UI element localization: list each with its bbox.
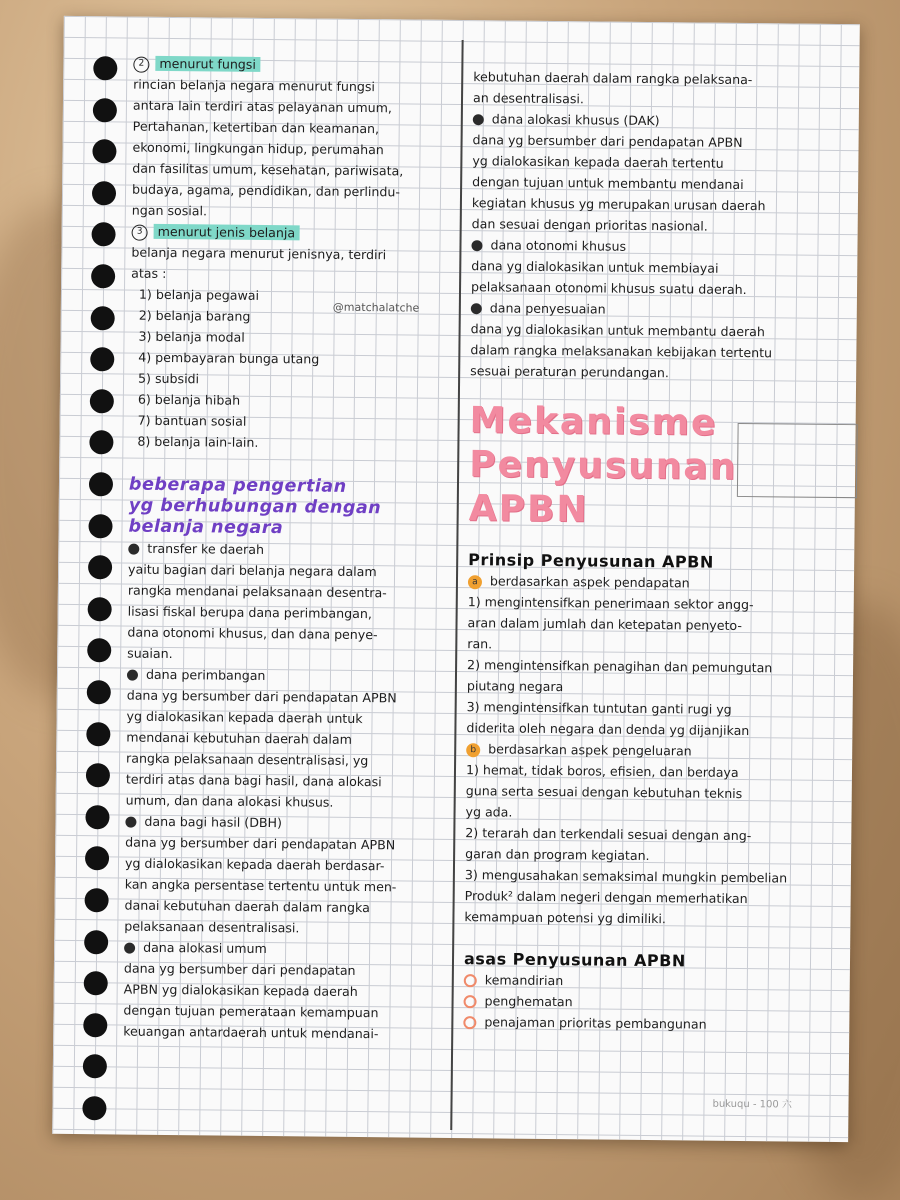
- right-column: [463, 66, 853, 1036]
- list-item: 4) pembayaran bunga utang: [138, 349, 320, 367]
- sub-heading: dana alokasi umum: [124, 937, 444, 961]
- text-line: yg dialokasikan kepada daerah untuk: [126, 708, 363, 727]
- binder-hole: [86, 722, 110, 746]
- list-item: 3) belanja modal: [138, 328, 245, 345]
- watermark: @matchalatche: [332, 300, 420, 315]
- text-line: pelaksanaan desentralisasi.: [124, 918, 300, 936]
- text-line: antara lain terdiri atas pelayanan umum,: [132, 97, 393, 116]
- list-item: 1) belanja pegawai: [138, 286, 260, 303]
- text-line: pelaksanaan otonomi khusus suatu daerah.: [470, 279, 747, 298]
- list-item: 2) belanja barang: [138, 307, 251, 324]
- binder-hole: [87, 680, 111, 704]
- binder-hole: [84, 971, 108, 995]
- text-line: an desentralisasi.: [472, 90, 585, 107]
- binder-hole: [92, 139, 116, 163]
- section-title: Prinsip Penyusunan APBN: [468, 550, 714, 572]
- bullet-icon: [125, 817, 136, 828]
- text-line: dana otonomi khusus, dan dana penye-: [127, 624, 378, 643]
- list-item: penajaman prioritas pembangunan: [463, 1011, 843, 1036]
- text-line: 1) mengintensifkan penerimaan sektor angg-: [467, 594, 754, 613]
- text-line: diderita oleh negara dan denda yg dijanjikan: [466, 720, 750, 739]
- pink-title-line: APBN: [468, 488, 589, 531]
- bullet-icon: [471, 303, 482, 314]
- bullet-icon: [473, 114, 484, 125]
- binder-hole: [87, 639, 111, 663]
- text-line: guna serta sesuai dengan kebutuhan teknis: [465, 783, 743, 802]
- label-b-icon: b: [466, 743, 480, 757]
- sub-heading: dana penyesuaian: [471, 297, 851, 322]
- text-line: Produk² dalam negeri dengan memerhatikan: [464, 888, 748, 907]
- highlight-heading: menurut jenis belanja: [154, 224, 300, 241]
- binder-hole: [93, 56, 117, 80]
- binder-hole: [88, 514, 112, 538]
- text-line: terdiri atas dana bagi hasil, dana alokasi: [125, 771, 382, 790]
- purple-heading-line: belanja negara: [128, 516, 284, 539]
- sub-heading: transfer ke daerah: [128, 538, 448, 562]
- sub-heading: dana perimbangan: [127, 664, 447, 688]
- text-line: keuangan antardaerah untuk mendanai-: [123, 1023, 379, 1042]
- list-item: 5) subsidi: [138, 370, 200, 387]
- text-line: kebutuhan daerah dalam rangka pelaksana-: [473, 69, 753, 88]
- pink-title-line: Mekanisme: [469, 400, 718, 444]
- spiral-bullet-icon: [463, 1016, 476, 1029]
- label-a-icon: a: [468, 575, 482, 589]
- text-line: umum, dan dana alokasi khusus.: [125, 792, 334, 810]
- text-line: lisasi fiskal berupa dana perimbangan,: [127, 603, 372, 622]
- binder-hole: [90, 347, 114, 371]
- bullet-icon: [124, 943, 135, 954]
- number-badge: 3: [132, 224, 148, 240]
- text-line: dengan tujuan untuk membantu mendanai: [472, 174, 744, 192]
- notebook-page: [52, 16, 860, 1142]
- text-line: ngan sosial.: [131, 202, 208, 219]
- text-line: dan sesuai dengan prioritas nasional.: [471, 216, 708, 234]
- text-line: yaitu bagian dari belanja negara dalam: [128, 561, 377, 580]
- list-item: 8) belanja lain-lain.: [137, 433, 259, 450]
- text-line: dalam rangka melaksanakan kebijakan tertentu: [470, 342, 773, 361]
- binder-hole: [83, 1013, 107, 1037]
- text-line: budaya, agama, pendidikan, dan perlindu-: [131, 181, 401, 200]
- text-line: sesuai peraturan perundangan.: [470, 363, 670, 381]
- sub-heading: dana otonomi khusus: [471, 234, 851, 259]
- binder-hole: [92, 181, 116, 205]
- text-line: danai kebutuhan daerah dalam rangka: [124, 897, 370, 916]
- text-line: aran dalam jumlah dan ketepatan penyeto-: [467, 615, 743, 633]
- binder-hole: [84, 888, 108, 912]
- text-line: dana yg dialokasikan untuk membiayai: [471, 258, 719, 276]
- list-item: 7) bantuan sosial: [137, 412, 247, 429]
- highlight-heading: menurut fungsi: [155, 56, 260, 72]
- binder-hole: [85, 847, 109, 871]
- text-line: rangka pelaksanaan desentralisasi, yg: [126, 750, 369, 769]
- bullet-icon: [127, 670, 138, 681]
- spiral-bullet-icon: [464, 995, 477, 1008]
- text-line: dan fasilitas umum, kesehatan, pariwisata,: [132, 160, 404, 179]
- list-item: penghematan: [463, 990, 843, 1015]
- page-footer: bukuqu - 100 六: [712, 1098, 793, 1111]
- text-line: suaian.: [127, 645, 173, 662]
- text-line: belanja negara menurut jenisnya, terdiri: [131, 244, 387, 263]
- sub-heading: dana bagi hasil (DBH): [125, 811, 445, 835]
- text-line: rangka mendanai pelaksanaan desentra-: [127, 582, 387, 601]
- text-line: rincian belanja negara menurut fungsi: [133, 76, 376, 95]
- text-line: Pertahanan, ketertiban dan keamanan,: [132, 118, 380, 137]
- list-item: kemandirian: [464, 969, 844, 994]
- text-line: ekonomi, lingkungan hidup, perumahan: [132, 139, 384, 158]
- sub-heading: dana alokasi khusus (DAK): [473, 108, 853, 133]
- text-line: APBN yg dialokasikan kepada daerah: [123, 981, 358, 999]
- text-line: dengan tujuan pemerataan kemampuan: [123, 1002, 379, 1021]
- purple-heading-line: yg berhubungan dengan: [128, 495, 382, 519]
- binder-hole: [82, 1096, 106, 1120]
- binder-hole: [90, 389, 114, 413]
- binder-hole: [88, 597, 112, 621]
- sub-heading: a berdasarkan aspek pendapatan: [468, 570, 848, 595]
- text-line: garan dan program kegiatan.: [465, 846, 650, 864]
- text-line: dana yg bersumber dari pendapatan APBN: [472, 132, 743, 150]
- purple-heading-line: beberapa pengertian: [128, 474, 347, 497]
- text-line: piutang negara: [466, 678, 564, 695]
- text-line: kan angka persentase tertentu untuk men-: [124, 876, 397, 895]
- text-line: dana yg bersumber dari pendapatan APBN: [125, 834, 396, 853]
- bullet-icon: [471, 240, 482, 251]
- binder-hole: [85, 805, 109, 829]
- text-line: atas :: [131, 265, 167, 281]
- sub-heading: b berdasarkan aspek pengeluaran: [466, 738, 846, 763]
- binder-hole: [86, 763, 110, 787]
- text-line: dana yg dialokasikan untuk membantu daerah: [470, 321, 766, 340]
- text-line: yg ada.: [465, 804, 513, 820]
- text-line: yg dialokasikan kepada daerah berdasar-: [124, 855, 385, 874]
- binder-hole: [88, 555, 112, 579]
- text-line: 3) mengintensifkan tuntutan ganti rugi yg: [466, 699, 732, 717]
- binder-hole: [83, 1055, 107, 1079]
- text-line: dana yg bersumber dari pendapatan: [123, 960, 356, 978]
- text-line: mendanai kebutuhan daerah dalam: [126, 729, 353, 747]
- spiral-bullet-icon: [464, 974, 477, 987]
- text-line: dana yg bersumber dari pendapatan APBN: [126, 687, 397, 706]
- binder-hole: [91, 223, 115, 247]
- bullet-icon: [128, 544, 139, 555]
- binder-hole: [91, 306, 115, 330]
- text-line: kemampuan potensi yg dimiliki.: [464, 909, 667, 927]
- text-line: ran.: [467, 636, 493, 652]
- pink-title-line: Penyusunan: [468, 444, 738, 488]
- list-item: 6) belanja hibah: [137, 391, 241, 408]
- binder-hole: [89, 431, 113, 455]
- section-title: asas Penyusunan APBN: [463, 949, 686, 971]
- binder-hole: [93, 98, 117, 122]
- text-line: 1) hemat, tidak boros, efisien, dan berdaya: [465, 762, 739, 780]
- text-line: yg dialokasikan kepada daerah tertentu: [472, 153, 724, 171]
- text-line: kegiatan khusus yg merupakan urusan daerah: [471, 195, 766, 214]
- binder-hole: [84, 930, 108, 954]
- text-line: 2) terarah dan terkendali sesuai dengan ang-: [465, 825, 752, 844]
- binder-hole: [91, 264, 115, 288]
- text-line: 3) mengusahakan semaksimal mungkin pembelian: [464, 867, 788, 886]
- number-badge: 2: [133, 56, 149, 72]
- binder-hole: [89, 472, 113, 496]
- page-divider: [450, 40, 463, 1130]
- left-column: [123, 53, 453, 1045]
- text-line: 2) mengintensifkan penagihan dan pemungutan: [467, 657, 773, 676]
